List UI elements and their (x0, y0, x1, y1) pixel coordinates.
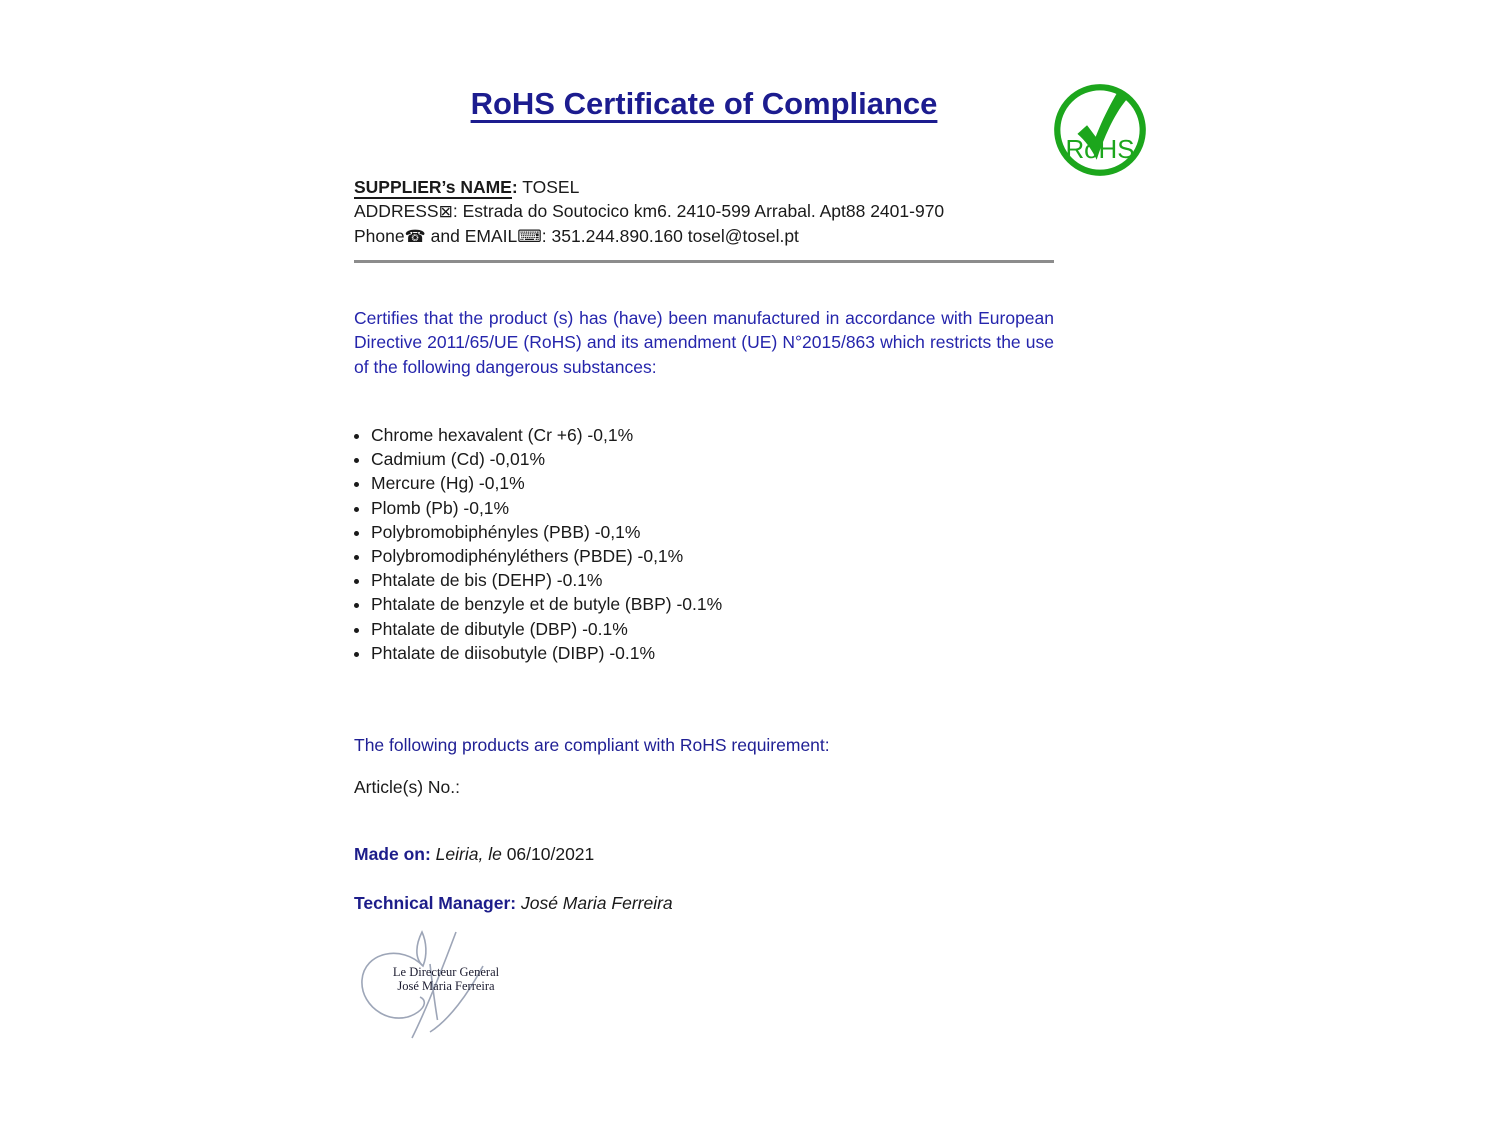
computer-icon: ⌨ (517, 227, 542, 247)
substance-item: • Chrome hexavalent (Cr +6) -0,1% (371, 423, 1054, 447)
rohs-logo (1052, 82, 1148, 178)
address-value: : Estrada do Soutocico km6. 2410-599 Arrabal. Apt88 2401-970 (452, 201, 945, 221)
supplier-name-colon: : (511, 177, 518, 197)
substance-item: • Polybromobiphényles (PBB) -0,1% (371, 520, 1054, 544)
phone-icon: ☎ (404, 227, 426, 247)
supplier-name-line (354, 175, 1054, 199)
divider-rule (354, 260, 1054, 263)
technical-manager-label: Technical Manager: (354, 893, 517, 913)
address-label: ADDRESS (354, 201, 439, 221)
substance-item: • Mercure (Hg) -0,1% (371, 471, 1054, 495)
rohs-logo-label: RoHS (1065, 135, 1135, 164)
envelope-icon: ⊠ (438, 202, 453, 222)
substance-item: • Plomb (Pb) -0,1% (371, 496, 1054, 520)
technical-manager-value: José Maria Ferreira (516, 893, 673, 913)
supplier-address-line (354, 199, 1054, 224)
substance-item: • Phtalate de bis (DEHP) -0.1% (371, 568, 1054, 592)
substances-list (354, 423, 1054, 665)
page-title: RoHS Certificate of Compliance (470, 86, 938, 121)
signature-title: Le Directeur General (392, 965, 500, 979)
substance-item: • Phtalate de benzyle et de butyle (BBP) -0.1% (371, 592, 1054, 616)
signature-text (386, 966, 506, 993)
supplier-name-label: SUPPLIER’s NAME (354, 177, 512, 197)
substance-item: • Cadmium (Cd) -0,01% (371, 447, 1054, 471)
rohs-checkmark-icon (1052, 82, 1148, 178)
made-on-date: 06/10/2021 (506, 844, 595, 864)
made-on-line (354, 844, 1054, 865)
email-label: and EMAIL (425, 226, 518, 246)
compliance-statement: The following products are compliant with RoHS requirement: (354, 735, 830, 755)
phone-label: Phone (354, 226, 405, 246)
contact-value: : 351.244.890.160 tosel@tosel.pt (541, 226, 799, 246)
substances-section (354, 423, 1054, 665)
supplier-contact-line (354, 224, 1054, 249)
made-on-label: Made on: (354, 844, 431, 864)
made-on-place: Leiria, le (430, 844, 507, 864)
substance-item: • Phtalate de dibutyle (DBP) -0.1% (371, 617, 1054, 641)
signature-name: José Maria Ferreira (397, 978, 495, 993)
certification-statement: Certifies that the product (s) has (have) been manufactured in accordance with European Directive 2011/65/UE (RoHS) and its amendment (UE) N°2015/863 which restricts the use of the following dangerous substances: (354, 308, 1054, 377)
substance-item: • Phtalate de diisobutyle (DIBP) -0.1% (371, 641, 1054, 665)
supplier-info (354, 175, 1054, 249)
article-number-label: Article(s) No.: (354, 777, 460, 797)
supplier-name-value: TOSEL (517, 177, 580, 197)
substance-item: • Polybromodiphényléthers (PBDE) -0,1% (371, 544, 1054, 568)
technical-manager-line (354, 893, 1054, 914)
